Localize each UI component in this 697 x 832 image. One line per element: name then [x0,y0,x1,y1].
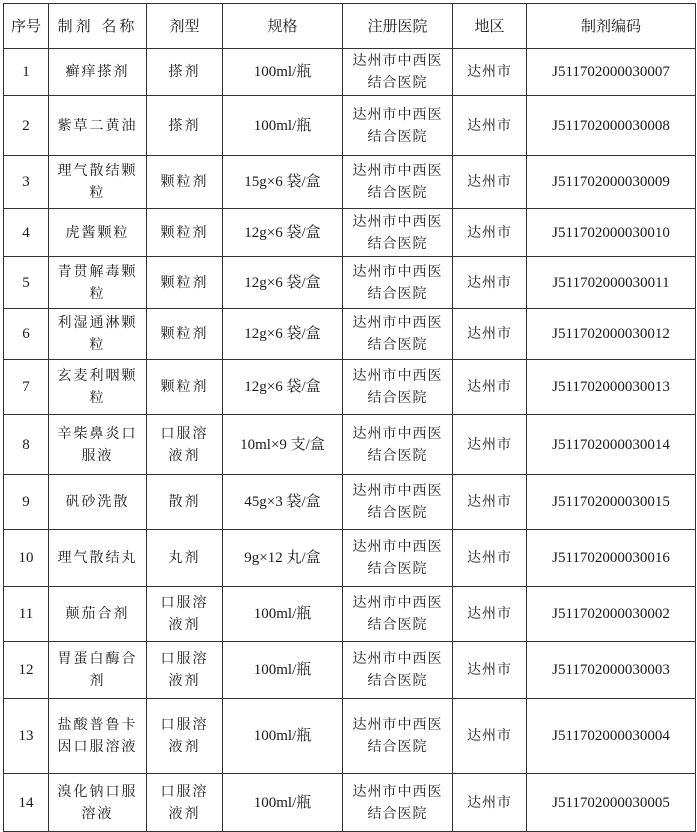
cell-code: J511702000030007 [527,49,696,96]
cell-hospital: 达州市中西医结合医院 [343,209,453,257]
cell-code: J511702000030002 [527,587,696,642]
cell-spec: 9g×12 丸/盒 [223,530,343,587]
cell-code: J511702000030003 [527,642,696,699]
cell-hospital: 达州市中西医结合医院 [343,49,453,96]
table-row [4,642,696,699]
cell-spec: 100ml/瓶 [223,699,343,774]
cell-hospital: 达州市中西医结合医院 [343,415,453,475]
cell-code: J511702000030009 [527,156,696,209]
cell-name: 青贯解毒颗粒 [49,257,147,309]
cell-form: 搽剂 [147,49,223,96]
table-row [4,699,696,774]
cell-form: 颗粒剂 [147,309,223,360]
cell-region: 达州市 [453,530,527,587]
cell-region: 达州市 [453,96,527,156]
table-row [4,209,696,257]
cell-hospital: 达州市中西医结合医院 [343,774,453,832]
header-code: 制剂编码 [527,4,696,49]
header-region: 地区 [453,4,527,49]
cell-region: 达州市 [453,49,527,96]
cell-form: 口服溶液剂 [147,642,223,699]
cell-region: 达州市 [453,774,527,832]
cell-code: J511702000030010 [527,209,696,257]
cell-no: 10 [4,530,49,587]
cell-region: 达州市 [453,475,527,530]
cell-spec: 15g×6 袋/盒 [223,156,343,209]
cell-spec: 100ml/瓶 [223,587,343,642]
table-row [4,156,696,209]
cell-no: 1 [4,49,49,96]
table-row [4,96,696,156]
cell-hospital: 达州市中西医结合医院 [343,642,453,699]
header-name: 制剂 名称 [49,4,147,49]
header-spec: 规格 [223,4,343,49]
cell-name: 辛柴鼻炎口服液 [49,415,147,475]
cell-name: 虎酱颗粒 [49,209,147,257]
table-row [4,360,696,415]
cell-form: 散剂 [147,475,223,530]
cell-form: 颗粒剂 [147,257,223,309]
cell-region: 达州市 [453,587,527,642]
cell-spec: 12g×6 袋/盒 [223,360,343,415]
cell-spec: 12g×6 袋/盒 [223,209,343,257]
cell-region: 达州市 [453,642,527,699]
header-no: 序号 [4,4,49,49]
cell-name: 胃蛋白酶合剂 [49,642,147,699]
cell-spec: 10ml×9 支/盒 [223,415,343,475]
cell-code: J511702000030011 [527,257,696,309]
table-row [4,587,696,642]
cell-form: 口服溶液剂 [147,774,223,832]
preparations-table [3,3,696,832]
cell-name: 矾砂洗散 [49,475,147,530]
cell-hospital: 达州市中西医结合医院 [343,475,453,530]
cell-name: 理气散结丸 [49,530,147,587]
cell-hospital: 达州市中西医结合医院 [343,96,453,156]
cell-no: 8 [4,415,49,475]
cell-spec: 100ml/瓶 [223,642,343,699]
cell-code: J511702000030012 [527,309,696,360]
cell-form: 口服溶液剂 [147,699,223,774]
cell-no: 14 [4,774,49,832]
cell-form: 口服溶液剂 [147,587,223,642]
cell-spec: 45g×3 袋/盒 [223,475,343,530]
table-row [4,257,696,309]
header-form: 剂型 [147,4,223,49]
cell-spec: 100ml/瓶 [223,774,343,832]
cell-no: 2 [4,96,49,156]
cell-form: 丸剂 [147,530,223,587]
header-hospital: 注册医院 [343,4,453,49]
cell-region: 达州市 [453,209,527,257]
cell-no: 13 [4,699,49,774]
cell-name: 紫草二黄油 [49,96,147,156]
header-row [4,4,696,49]
cell-spec: 12g×6 袋/盒 [223,309,343,360]
table-row [4,475,696,530]
cell-code: J511702000030008 [527,96,696,156]
cell-hospital: 达州市中西医结合医院 [343,699,453,774]
cell-form: 口服溶液剂 [147,415,223,475]
cell-name: 癣痒搽剂 [49,49,147,96]
cell-hospital: 达州市中西医结合医院 [343,309,453,360]
cell-spec: 12g×6 袋/盒 [223,257,343,309]
cell-no: 11 [4,587,49,642]
cell-region: 达州市 [453,415,527,475]
table-row [4,415,696,475]
cell-form: 颗粒剂 [147,156,223,209]
cell-form: 颗粒剂 [147,360,223,415]
cell-no: 5 [4,257,49,309]
cell-name: 颠茄合剂 [49,587,147,642]
cell-hospital: 达州市中西医结合医院 [343,257,453,309]
cell-form: 颗粒剂 [147,209,223,257]
cell-form: 搽剂 [147,96,223,156]
cell-spec: 100ml/瓶 [223,96,343,156]
cell-name: 盐酸普鲁卡因口服溶液 [49,699,147,774]
cell-spec: 100ml/瓶 [223,49,343,96]
cell-no: 7 [4,360,49,415]
cell-region: 达州市 [453,257,527,309]
cell-code: J511702000030014 [527,415,696,475]
cell-code: J511702000030015 [527,475,696,530]
cell-name: 溴化钠口服溶液 [49,774,147,832]
cell-code: J511702000030004 [527,699,696,774]
cell-no: 6 [4,309,49,360]
table-row [4,530,696,587]
cell-region: 达州市 [453,156,527,209]
cell-code: J511702000030013 [527,360,696,415]
cell-region: 达州市 [453,360,527,415]
cell-hospital: 达州市中西医结合医院 [343,530,453,587]
cell-hospital: 达州市中西医结合医院 [343,360,453,415]
table-row [4,49,696,96]
table-row [4,774,696,832]
cell-no: 4 [4,209,49,257]
cell-name: 玄麦利咽颗粒 [49,360,147,415]
cell-no: 3 [4,156,49,209]
cell-hospital: 达州市中西医结合医院 [343,156,453,209]
cell-name: 利湿通淋颗粒 [49,309,147,360]
cell-code: J511702000030016 [527,530,696,587]
cell-hospital: 达州市中西医结合医院 [343,587,453,642]
cell-code: J511702000030005 [527,774,696,832]
cell-no: 12 [4,642,49,699]
cell-no: 9 [4,475,49,530]
cell-name: 理气散结颗粒 [49,156,147,209]
cell-region: 达州市 [453,699,527,774]
cell-region: 达州市 [453,309,527,360]
table-row [4,309,696,360]
